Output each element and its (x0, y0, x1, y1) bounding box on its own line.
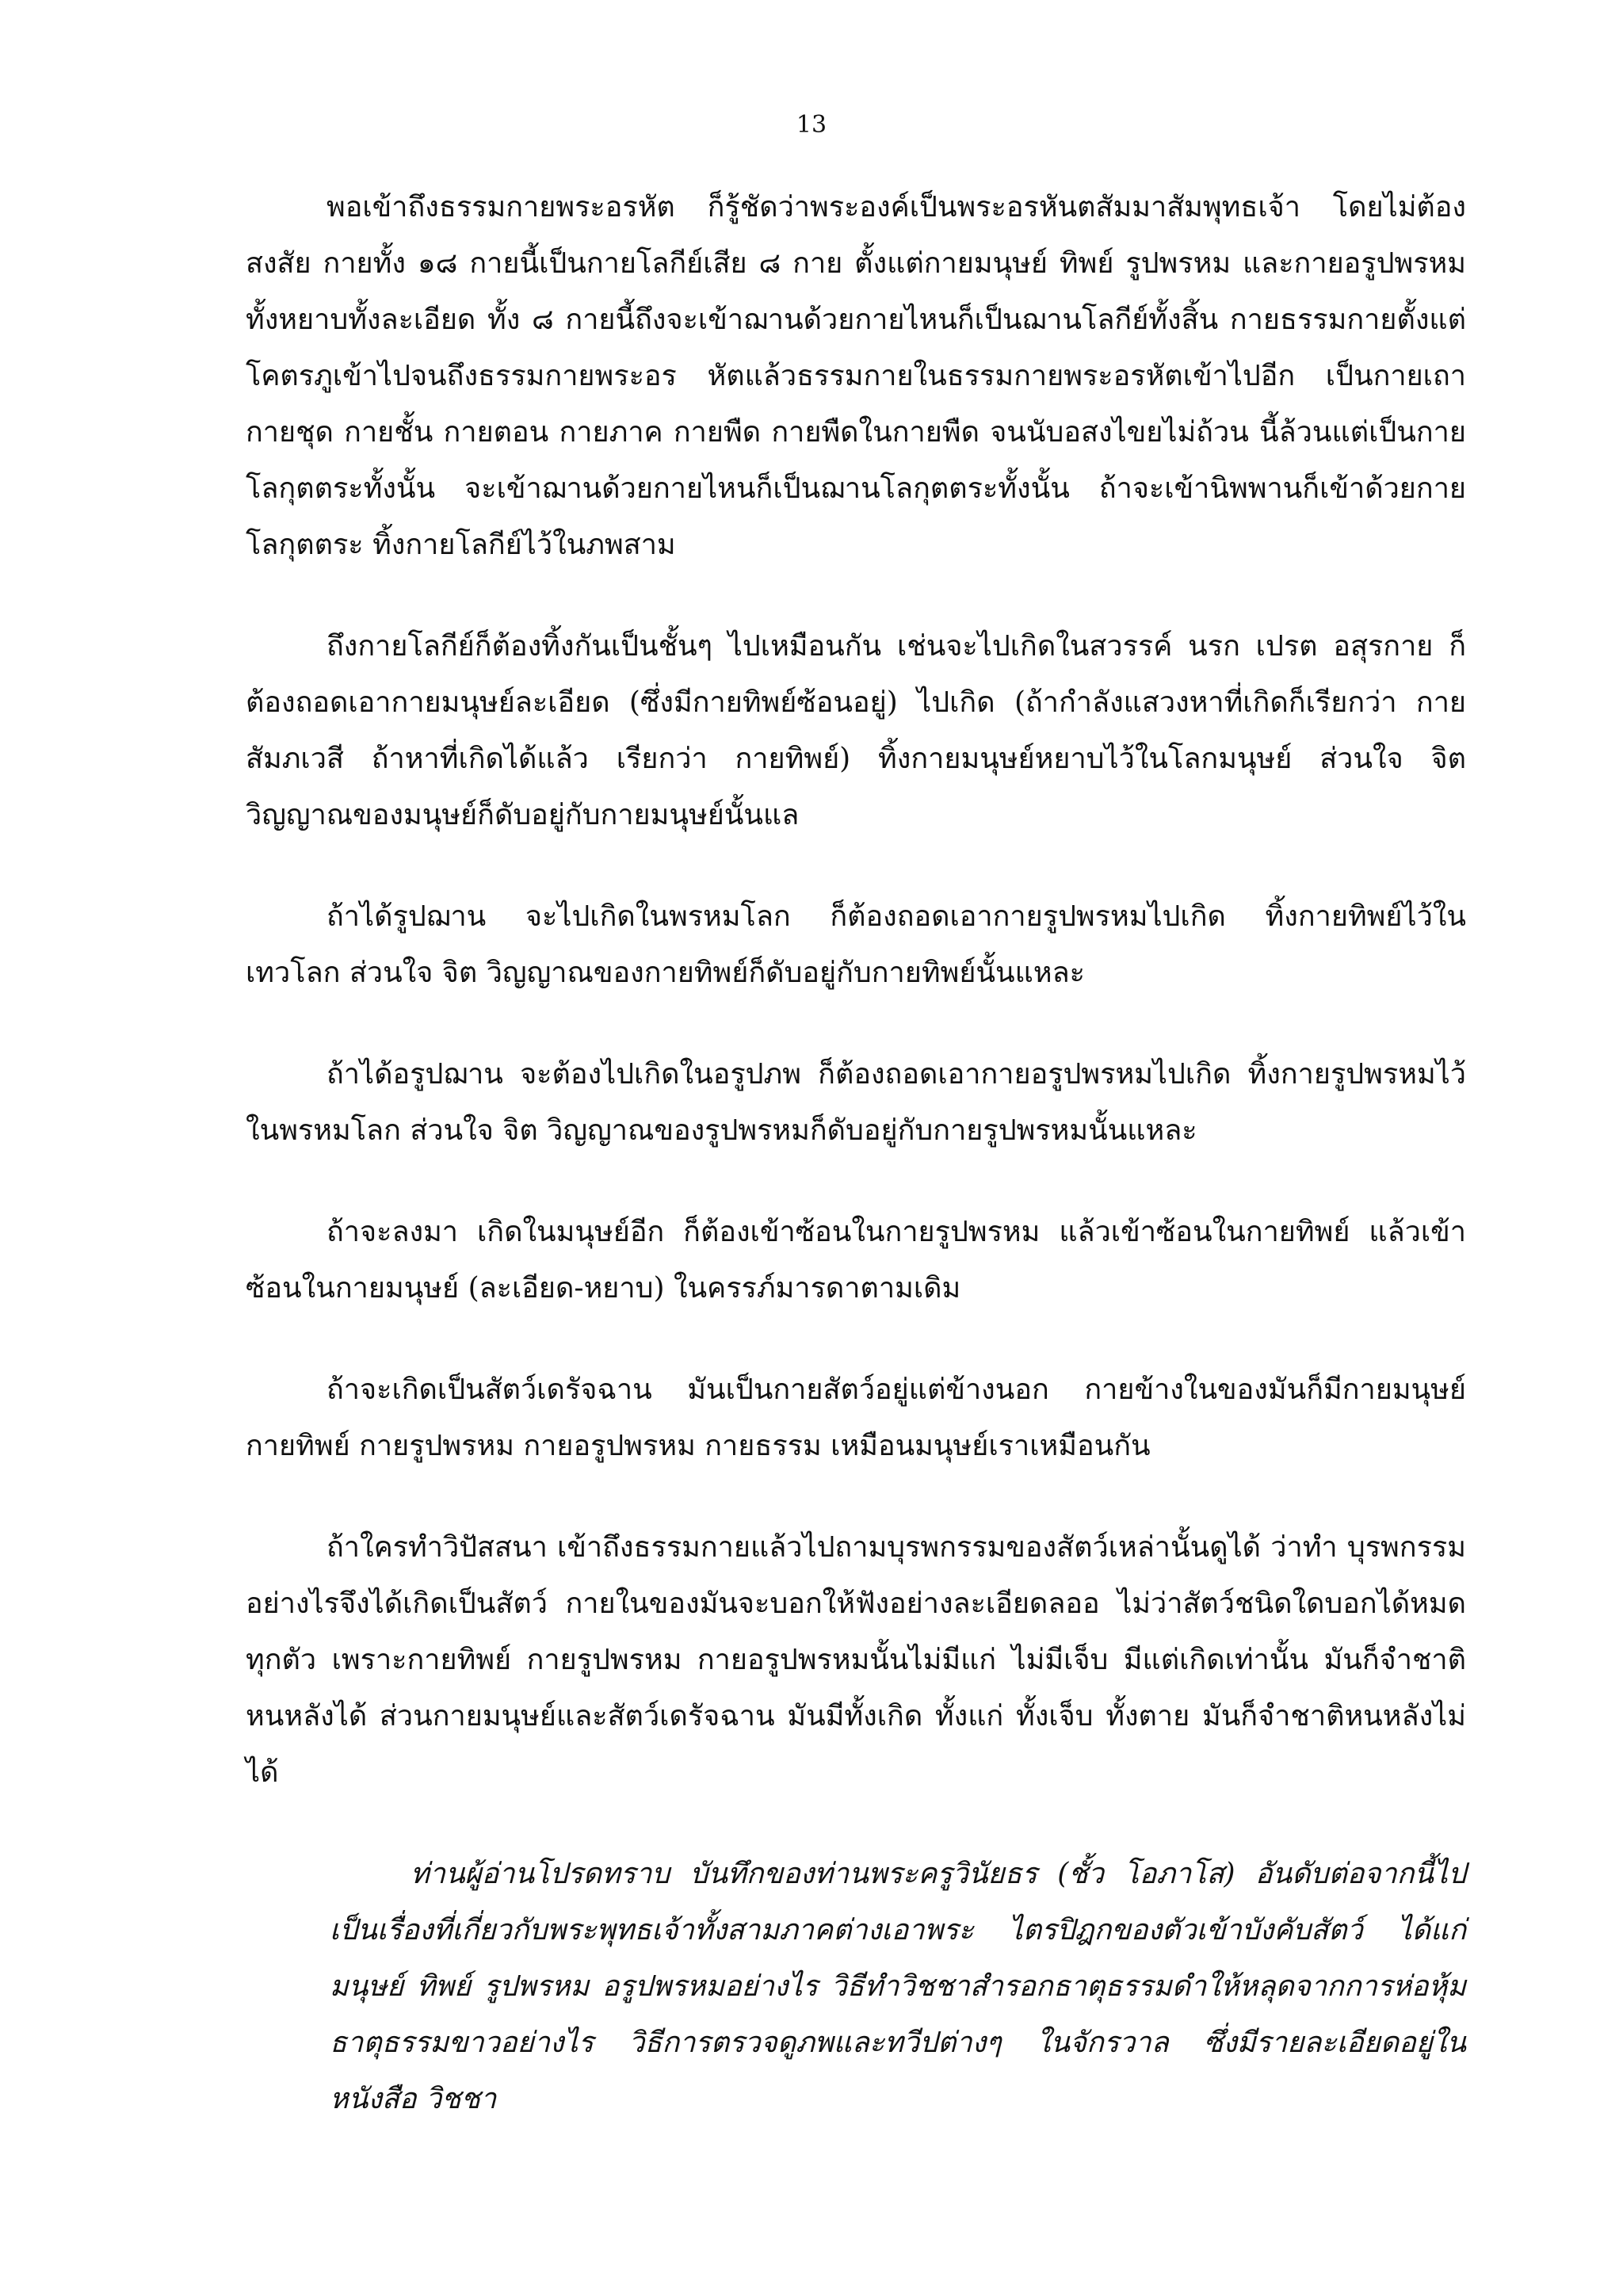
paragraph-6: ถ้าจะเกิดเป็นสัตว์เดรัจฉาน มันเป็นกายสัตว์อยู่แต่ข้างนอก กายข้างในของมันก็มีกายมนุษย์ กายทิพย์ กายรูปพรหม กายอรูปพรหม กายธรรม เหมือนมนุษย์เราเหมือนกัน (246, 1373, 1466, 1462)
document-body (246, 179, 1466, 2172)
paragraph-3: ถ้าได้รูปฌาน จะไปเกิดในพรหมโลก ก็ต้องถอดเอากายรูปพรหมไปเกิด ทิ้งกายทิพย์ไว้ในเทวโลก ส่วนใจ จิต วิญญาณของกายทิพย์ก็ดับอยู่กับกายทิพย์นั้นแหละ (246, 900, 1466, 989)
paragraph-2: ถึงกายโลกีย์ก็ต้องทิ้งกันเป็นชั้นๆ ไปเหมือนกัน เช่นจะไปเกิดในสวรรค์ นรก เปรต อสุรกาย ก็ต้องถอดเอากายมนุษย์ละเอียด (ซึ่งมีกายทิพย์ซ้อนอยู่) ไปเกิด (ถ้ากำลังแสวงหาที่เกิดก็เรียกว่า กายสัมภเวสี ถ้าหาที่เกิดได้แล้ว เรียกว่า กายทิพย์) ทิ้งกายมนุษย์หยาบไว้ในโลกมนุษย์ ส่วนใจ จิต วิญญาณของมนุษย์ก็ดับอยู่กับกายมนุษย์นั้นแล (246, 630, 1466, 831)
paragraph-5: ถ้าจะลงมา เกิดในมนุษย์อีก ก็ต้องเข้าซ้อนในกายรูปพรหม แล้วเข้าซ้อนในกายทิพย์ แล้วเข้าซ้อนในกายมนุษย์ (ละเอียด-หยาบ) ในครรภ์มารดาตามเดิม (246, 1216, 1466, 1305)
reader-note: ท่านผู้อ่านโปรดทราบ บันทึกของท่านพระครูวินัยธร (ชั้ว โอภาโส) อันดับต่อจากนี้ไปเป็นเรื่องที่เกี่ยวกับพระพุทธเจ้าทั้งสามภาคต่างเอาพระ ไตรปิฎกของตัวเข้าบังคับสัตว์ ได้แก่ มนุษย์ ทิพย์ รูปพรหม อรูปพรหมอย่างไร วิธีทำวิชชาสำรอกธาตุธรรมดำให้หลุดจากการห่อหุ้มธาตุธรรมขาวอย่างไร วิธีการตรวจดูภพและทวีปต่างๆ ในจักรวาล ซึ่งมีรายละเอียดอยู่ในหนังสือ วิชชา (330, 1858, 1466, 2115)
page-number: 13 (796, 111, 827, 139)
paragraph-1: พอเข้าถึงธรรมกายพระอรหัต ก็รู้ชัดว่าพระองค์เป็นพระอรหันตสัมมาสัมพุทธเจ้า โดยไม่ต้องสงสัย กายทั้ง ๑๘ กายนี้เป็นกายโลกีย์เสีย ๘ กาย ตั้งแต่กายมนุษย์ ทิพย์ รูปพรหม และกายอรูปพรหม ทั้งหยาบทั้งละเอียด ทั้ง ๘ กายนี้ถึงจะเข้าฌานด้วยกายไหนก็เป็นฌานโลกีย์ทั้งสิ้น กายธรรมกายตั้งแต่โคตรภูเข้าไปจนถึงธรรมกายพระอร หัตแล้วธรรมกายในธรรมกายพระอรหัตเข้าไปอีก เป็นกายเถา กายชุด กายชั้น กายตอน กายภาค กายพืด กายพืดในกายพืด จนนับอสงไขยไม่ถ้วน นี้ล้วนแต่เป็นกายโลกุตตระทั้งนั้น จะเข้าฌานด้วยกายไหนก็เป็นฌานโลกุตตระทั้งนั้น ถ้าจะเข้านิพพานก็เข้าด้วยกายโลกุตตระ ทิ้งกายโลกีย์ไว้ในภพสาม (246, 191, 1466, 561)
paragraph-4: ถ้าได้อรูปฌาน จะต้องไปเกิดในอรูปภพ ก็ต้องถอดเอากายอรูปพรหมไปเกิด ทิ้งกายรูปพรหมไว้ในพรหมโลก ส่วนใจ จิต วิญญาณของรูปพรหมก็ดับอยู่กับกายรูปพรหมนั้นแหละ (246, 1058, 1466, 1147)
paragraph-7: ถ้าใครทำวิปัสสนา เข้าถึงธรรมกายแล้วไปถามบุรพกรรมของสัตว์เหล่านั้นดูได้ ว่าทำ บุรพกรรมอย่างไรจึงได้เกิดเป็นสัตว์ กายในของมันจะบอกให้ฟังอย่างละเอียดลออ ไม่ว่าสัตว์ชนิดใดบอกได้หมดทุกตัว เพราะกายทิพย์ กายรูปพรหม กายอรูปพรหมนั้นไม่มีแก่ ไม่มีเจ็บ มีแต่เกิดเท่านั้น มันก็จำชาติหนหลังได้ ส่วนกายมนุษย์และสัตว์เดรัจฉาน มันมีทั้งเกิด ทั้งแก่ ทั้งเจ็บ ทั้งตาย มันก็จำชาติหนหลังไม่ได้ (246, 1531, 1466, 1789)
